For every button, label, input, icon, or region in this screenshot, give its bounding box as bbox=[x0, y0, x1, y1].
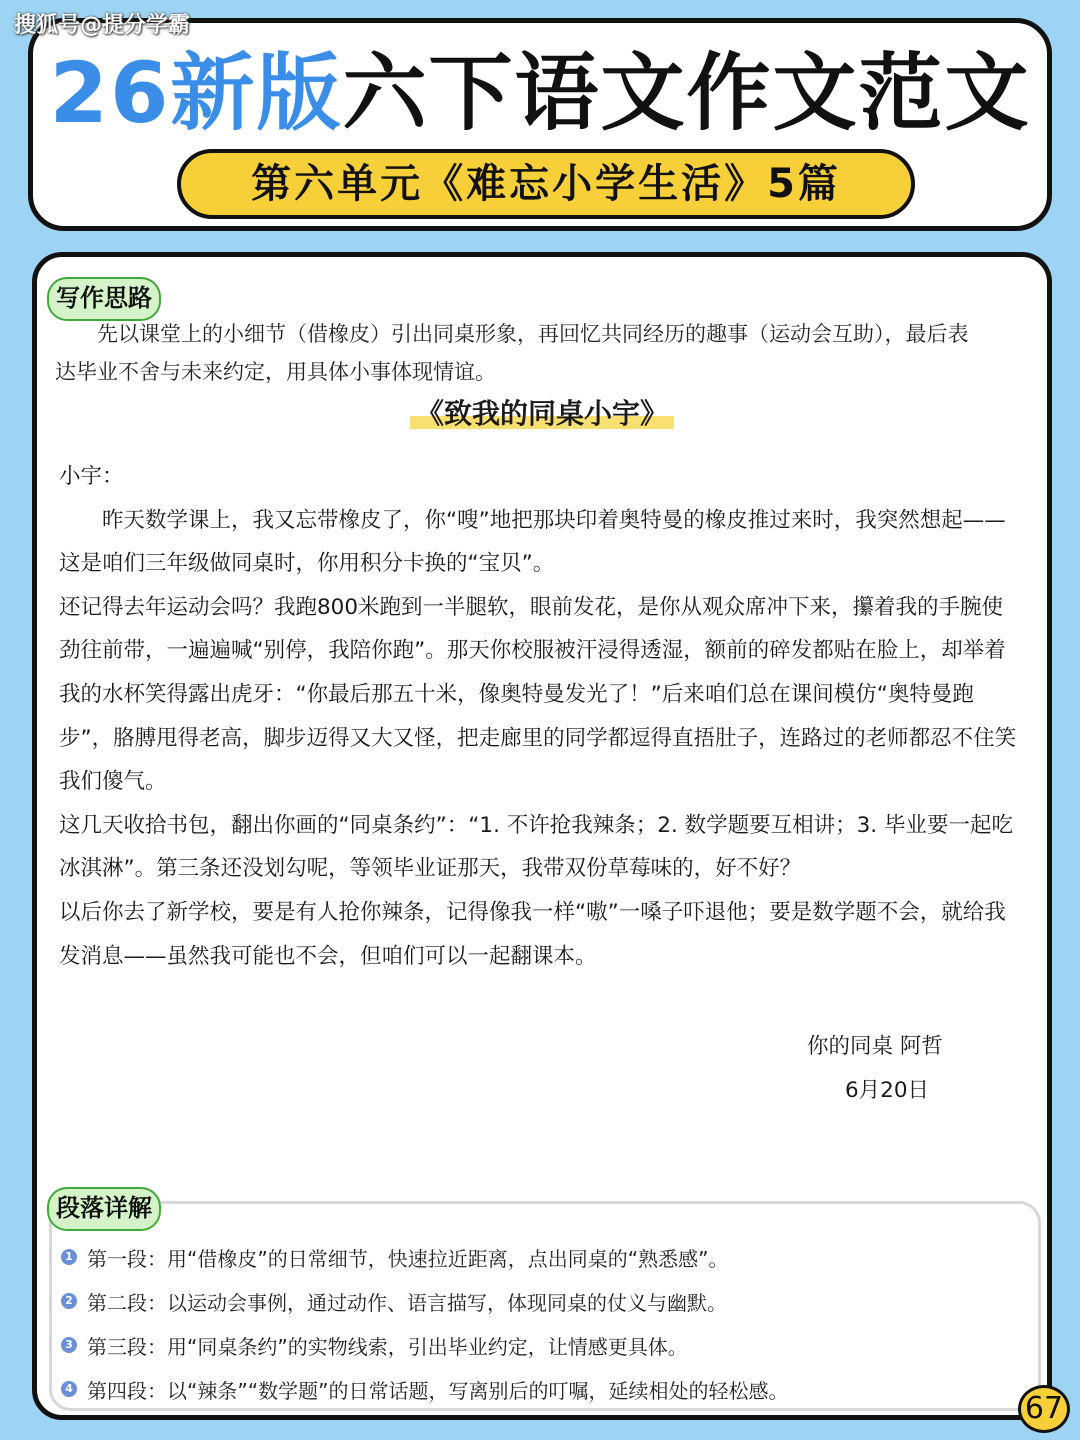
title-rest: 六下语文作文范文 bbox=[342, 44, 1031, 142]
writing-ideas-text: 先以课堂上的小细节（借橡皮）引出同桌形象，再回忆共同经历的趣事（运动会互助），最后表达毕业不舍与未来约定，用具体小事体现情谊。 bbox=[55, 322, 969, 384]
signature-block bbox=[807, 1025, 1007, 1112]
detail-item-text: 第三段：用“同桌条约”的实物线索，引出毕业约定，让情感更具体。 bbox=[87, 1334, 688, 1359]
essay-paragraph: 还记得去年运动会吗？我跑800米跑到一半腿软，眼前发花，是你从观众席冲下来，攥着我的手腕使劲往前带，一遍遍喊“别停，我陪你跑”。那天你校服被汗浸得透湿，额前的碎发都贴在脸上，却举着我的水杯笑得露出虎牙：“你最后那五十米，像奥特曼发光了！”后来咱们总在课间模仿“奥特曼跑步”，胳膊甩得老高，脚步迈得又大又怪，把走廊里的同学都逗得直捂肚子，连路过的老师都忍不住笑我们傻气。 bbox=[59, 594, 1017, 795]
header-card bbox=[28, 18, 1052, 231]
essay-paragraph: 以后你去了新学校，要是有人抢你辣条，记得像我一样“嗷”一嗓子吓退他；要是数学题不会，就给我发消息——虽然我可能也不会，但咱们可以一起翻课本。 bbox=[59, 899, 1006, 969]
page-number-badge: 67 bbox=[1018, 1385, 1070, 1433]
paragraph-detail-tag: 段落详解 bbox=[47, 1187, 161, 1231]
essay-title bbox=[37, 395, 1047, 433]
detail-item bbox=[61, 1279, 1021, 1323]
detail-item bbox=[61, 1323, 1021, 1367]
letter-date: 6月20日 bbox=[845, 1077, 930, 1103]
detail-item-text: 第二段：以运动会事例，通过动作、语言描写，体现同桌的仗义与幽默。 bbox=[87, 1290, 727, 1315]
essay-greeting: 小宇： bbox=[59, 464, 124, 489]
essay-body bbox=[59, 455, 1021, 978]
number-circle-icon: 2 bbox=[61, 1293, 77, 1309]
essay-title-text: 《致我的同桌小宇》 bbox=[410, 395, 674, 433]
main-title bbox=[33, 45, 1047, 141]
signature: 你的同桌 阿哲 bbox=[807, 1034, 943, 1059]
detail-item bbox=[61, 1235, 1021, 1279]
subtitle-pill: 第六单元《难忘小学生活》5篇 bbox=[177, 149, 915, 219]
paragraph-detail-list bbox=[61, 1235, 1021, 1411]
number-circle-icon: 4 bbox=[61, 1381, 77, 1397]
detail-item bbox=[61, 1367, 1021, 1411]
title-accent: 26新版 bbox=[49, 44, 343, 142]
detail-item-text: 第一段：用“借橡皮”的日常细节，快速拉近距离，点出同桌的“熟悉感”。 bbox=[87, 1246, 729, 1271]
essay-paragraph: 昨天数学课上，我又忘带橡皮了，你“嗖”地把那块印着奥特曼的橡皮推过来时，我突然想起——这是咱们三年级做同桌时，你用积分卡换的“宝贝”。 bbox=[59, 507, 1006, 577]
content-card bbox=[32, 252, 1052, 1420]
watermark: 搜狐号@提分学霸 bbox=[14, 13, 191, 38]
essay-paragraph: 这几天收拾书包，翻出你画的“同桌条约”：“1. 不许抢我辣条；2. 数学题要互相讲；3. 毕业要一起吃冰淇淋”。第三条还没划勾呢，等领毕业证那天，我带双份草莓味的，好不好？ bbox=[59, 812, 1013, 882]
number-circle-icon: 1 bbox=[61, 1249, 77, 1265]
detail-item-text: 第四段：以“辣条”“数学题”的日常话题，写离别后的叮嘱，延续相处的轻松感。 bbox=[87, 1378, 789, 1403]
writing-ideas-tag: 写作思路 bbox=[47, 277, 161, 321]
number-circle-icon: 3 bbox=[61, 1337, 77, 1353]
